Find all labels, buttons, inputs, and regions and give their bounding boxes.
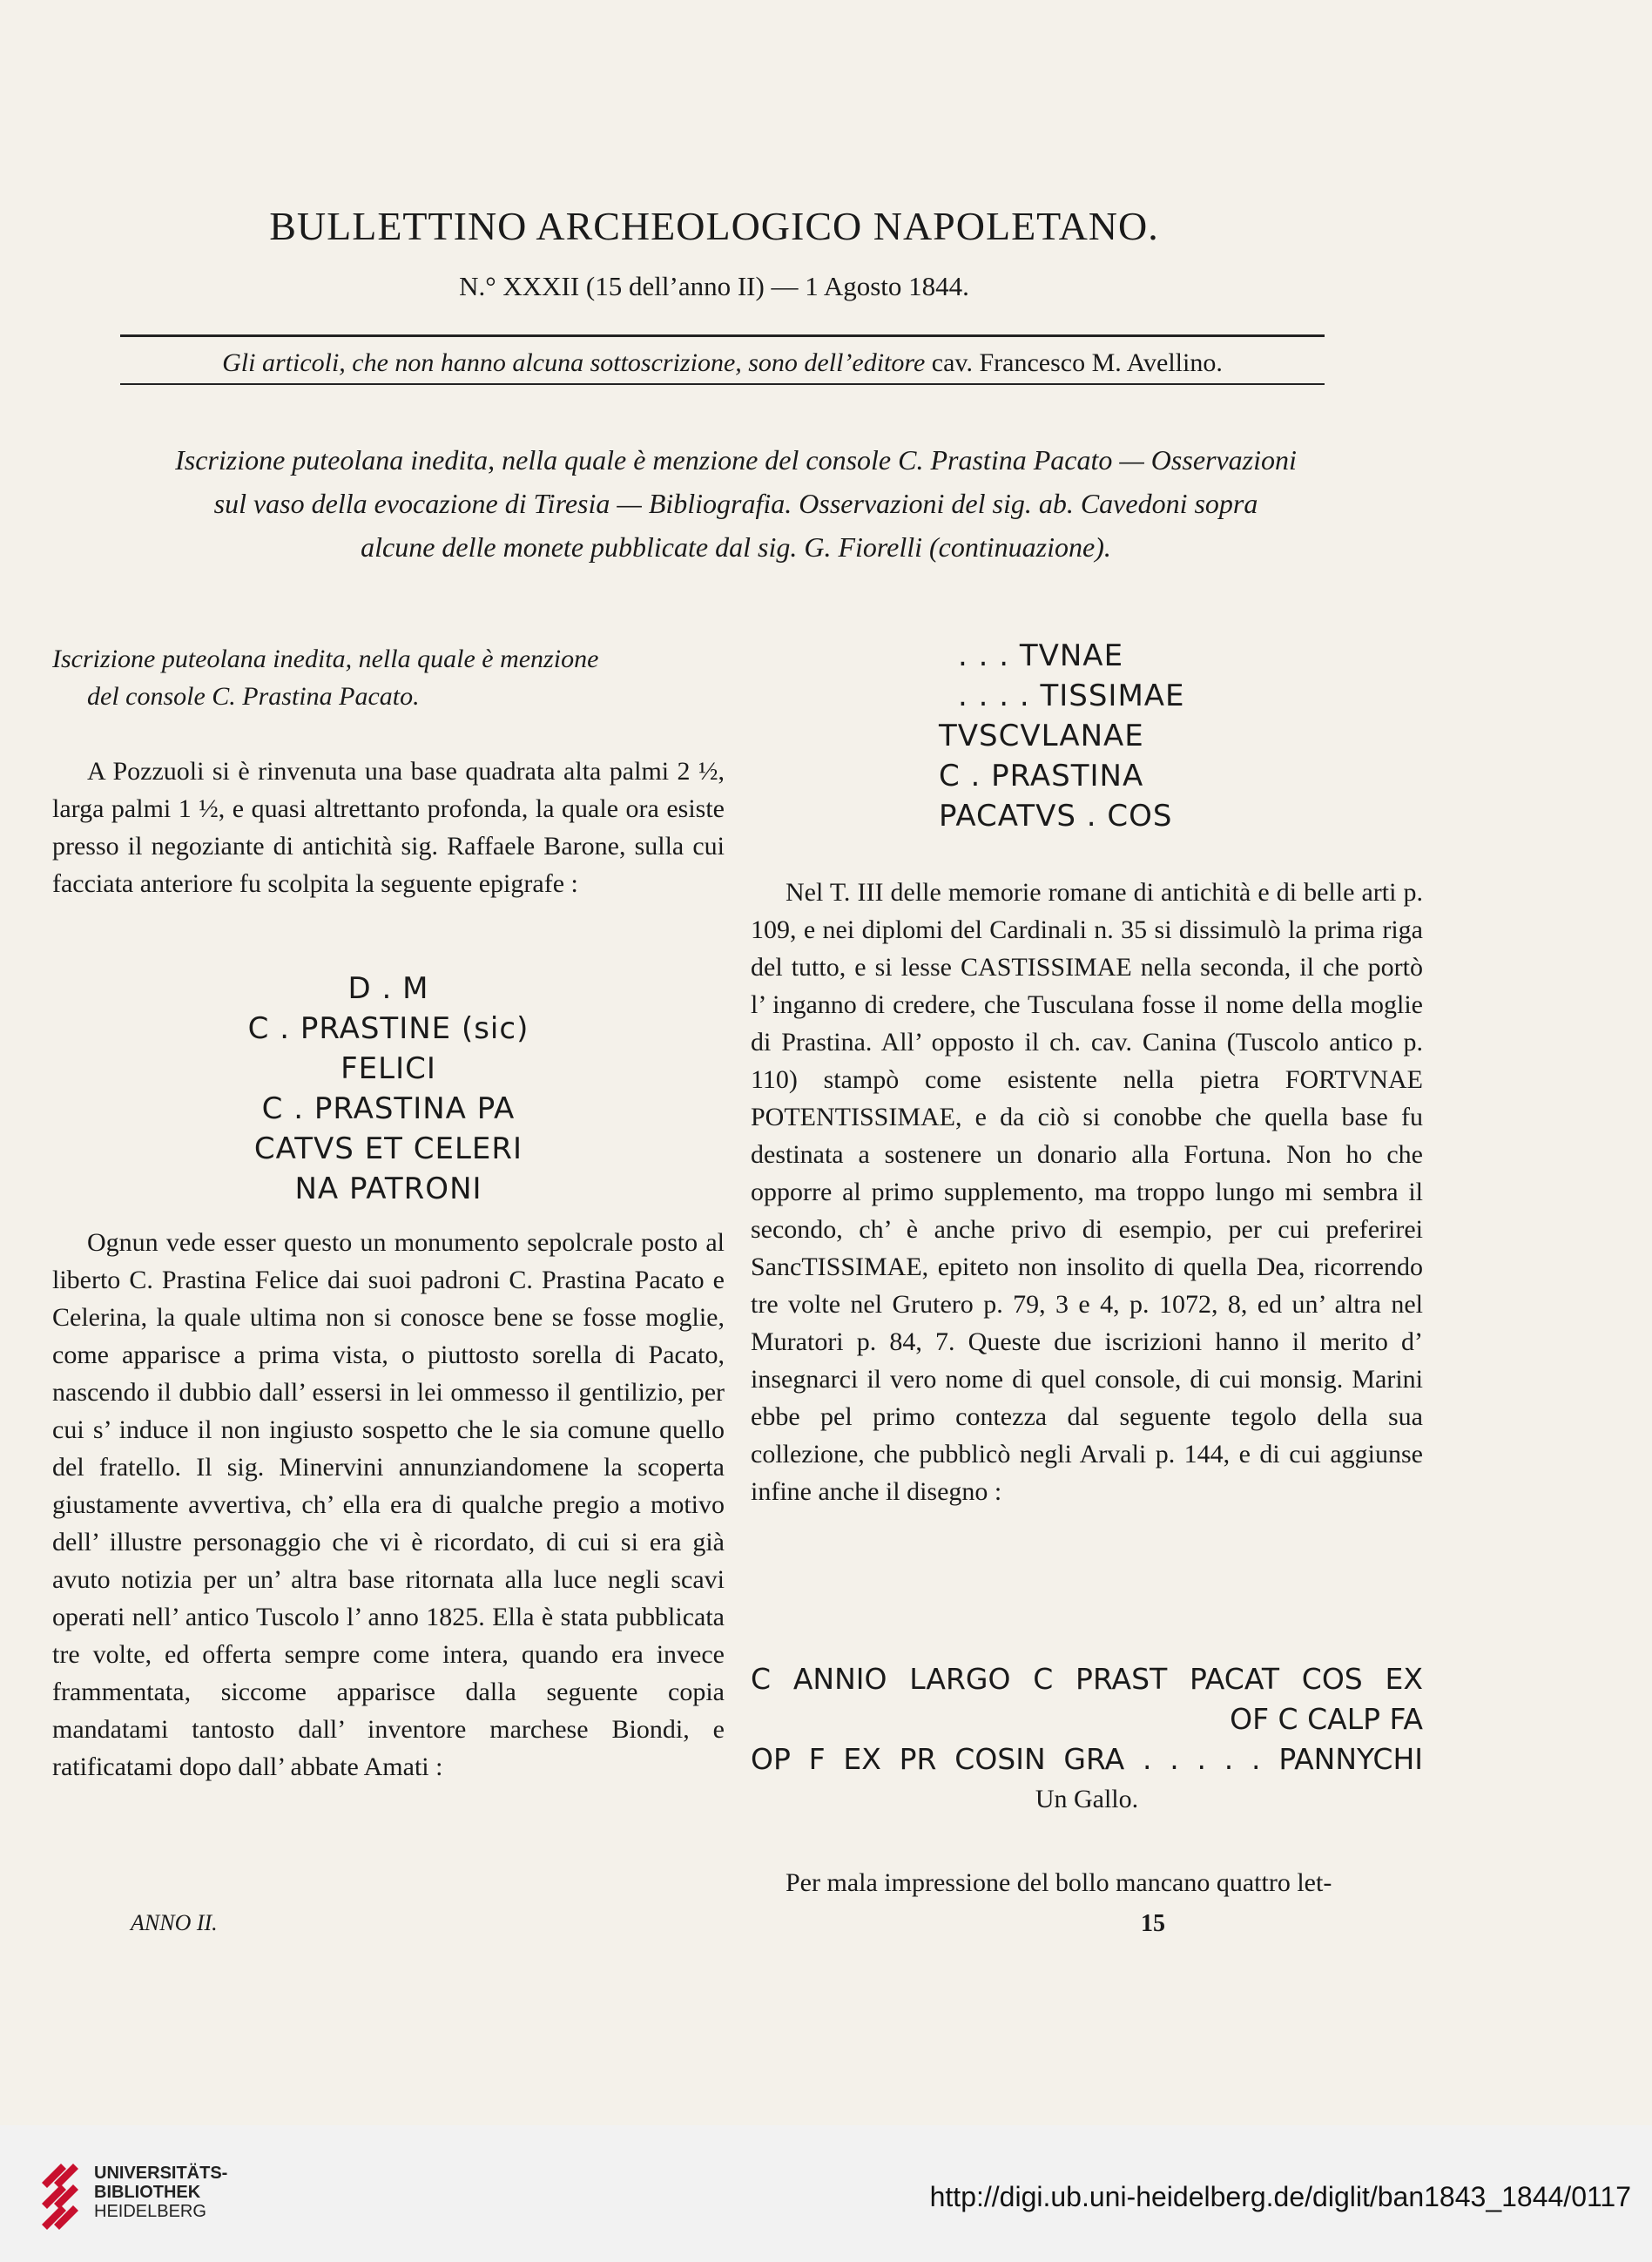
header-rule-top <box>120 334 1325 337</box>
permalink-url[interactable]: http://digi.ub.uni-heidelberg.de/diglit/ban1843_1844/0117 <box>929 2181 1631 2212</box>
library-name-line: BIBLIOTHEK <box>94 2183 201 2202</box>
library-footer-bar <box>0 2125 1652 2262</box>
summary-line: sul vaso della evocazione di Tiresia — Bibliografia. Osservazioni del sig. ab. Cavedoni sopra <box>213 488 1258 519</box>
inscription-line: C . PRASTINE (sic) <box>247 1011 529 1046</box>
tile-stamp <box>751 1659 1423 1820</box>
summary-line: alcune delle monete pubblicate dal sig. G. Fiorelli (continuazione). <box>361 531 1111 563</box>
heading-line: del console C. Prastina Pacato. <box>87 682 420 711</box>
inscription-tuscolo <box>939 636 1392 836</box>
inscription-line: PACATVS . COS <box>939 799 1173 834</box>
stamp-line: OF C CALP FA <box>1230 1702 1423 1736</box>
library-name-line: UNIVERSITÄTS- <box>94 2164 228 2183</box>
summary-line: Iscrizione puteolana inedita, nella quale è menzione del console C. Prastina Pacato — Osservazioni <box>175 444 1297 476</box>
inscription-line: TVSCVLANAE <box>939 719 1144 753</box>
inscription-line: . . . TVNAE <box>958 638 1124 673</box>
footer-volume: ANNO II. <box>131 1910 218 1935</box>
footer-page-number: 15 <box>1141 1910 1165 1937</box>
editor-note-plain: cav. Francesco M. Avellino. <box>925 348 1223 377</box>
stamp-line: OP F EX PR COSIN GRA . . . . . PANNYCHI <box>751 1742 1423 1776</box>
right-paragraph-2: Per mala impressione del bollo mancano quattro let- <box>786 1868 1332 1897</box>
stamp-line: C ANNIO LARGO C PRAST PACAT COS EX <box>751 1662 1423 1696</box>
contents-summary <box>48 438 1424 569</box>
header-rule-bottom <box>120 383 1325 385</box>
inscription-line: D . M <box>347 971 429 1006</box>
article-heading <box>52 640 725 715</box>
inscription-line: CATVS ET CELERI <box>253 1131 523 1166</box>
issue-line: N.° XXXII (15 dell’anno II) — 1 Agosto 1844. <box>459 271 969 301</box>
left-paragraph-2: Ognun vede esser questo un monumento sepolcrale posto al liberto C. Prastina Felice dai suoi padroni C. Prastina Pacato e Celerina, la quale ultima non si conosce bene se fosse moglie, come apparisce a prima vista, o piuttosto sorella di Pacato, nascendo il dubbio dall’ essersi in lei ommesso il gentilizio, per cui s’ induce il non ingiusto sospetto che le sia comune quello del fratello. Il sig. Minervini annunziandomene la scoperta giustamente avvertiva, ch’ ella era di qualche pregio a motivo dell’ illustre personaggio che vi è ricordato, di cui si era già avuto notizia per un’ altra base ritornata alla luce negli scavi operati nell’ antico Tuscolo l’ anno 1825. Ella è stata pubblicata tre volte, ed offerta sempre come intera, quando era invece frammentata, siccome apparisce dalla seguente copia mandatami tantosto dall’ inventore marchese Biondi, e ratificatami dopo dall’ abbate Amati : <box>52 1228 725 1781</box>
editor-note-italic: Gli articoli, che non hanno alcuna sottoscrizione, sono dell’editore <box>222 348 926 377</box>
inscription-line: NA PATRONI <box>294 1172 482 1206</box>
right-paragraph-1: Nel T. III delle memorie romane di antichità e di belle arti p. 109, e nei diplomi del Cardinali n. 35 si dissimulò la prima riga del tutto, e si lesse CASTISSIMAE nella seconda, il che portò l’ inganno di credere, che Tusculana fosse il nome della moglie di Prastina. All’ opposto il ch. cav. Canina (Tuscolo antico p. 110) stampò come esistente nella pietra FORTVNAE POTENTISSIMAE, e da ciò si conobbe che quella base fu destinata a sostenere un donario alla Fortuna. Non ho che opporre al primo supplemento, ma troppo lungo mi sembra il secondo, ch’ è anche privo di esempio, per cui preferirei SancTISSIMAE, epiteto non insolito di quella Dea, ricorrendo tre volte nel Grutero p. 79, 3 e 4, p. 1072, 8, ed un’ altra nel Muratori p. 84, 7. Queste due iscrizioni hanno il merito d’ insegnarci il vero nome di quel console, di cui monsig. Marini ebbe pel primo contezza dal seguente tegolo della sua collezione, che pubblicò negli Arvali p. 144, e di cui aggiunse infine anche il disegno : <box>751 878 1423 1506</box>
editor-note <box>120 348 1325 378</box>
inscription-line: C . PRASTINA PA <box>261 1091 516 1126</box>
library-logo-icon <box>38 2157 85 2230</box>
library-name <box>94 2164 227 2221</box>
stamp-caption: Un Gallo. <box>1035 1785 1139 1813</box>
heading-line: Iscrizione puteolana inedita, nella quale è menzione <box>52 645 599 673</box>
inscription-line: FELICI <box>341 1051 436 1086</box>
inscription-line: . . . . TISSIMAE <box>958 679 1185 713</box>
inscription-line: C . PRASTINA <box>939 759 1144 793</box>
journal-title: BULLETTINO ARCHEOLOGICO NAPOLETANO. <box>269 204 1159 248</box>
inscription-pozzuoli <box>52 969 725 1209</box>
library-name-line: HEIDELBERG <box>94 2202 206 2221</box>
left-paragraph-1: A Pozzuoli si è rinvenuta una base quadrata alta palmi 2 ½, larga palmi 1 ½, e quasi altrettanto profonda, la quale ora esiste presso il negoziante di antichità sig. Raffaele Barone, sulla cui facciata anteriore fu scolpita la seguente epigrafe : <box>52 757 725 898</box>
